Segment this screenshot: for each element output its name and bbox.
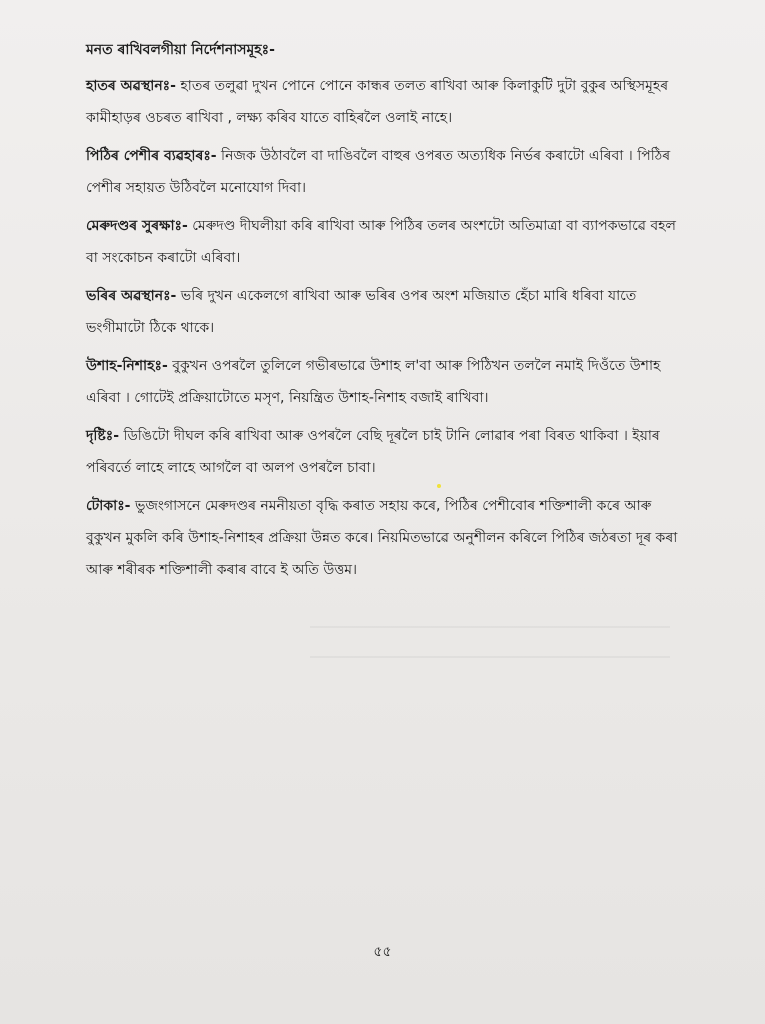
section-leg-position bbox=[86, 280, 686, 344]
section-text: হাতৰ তলুৱা দুখন পোনে পোনে কান্ধৰ তলত ৰাখিবা আৰু কিলাকুটি দুটা বুকুৰ অস্থিসমূহৰ কামীহাড়ৰ ওচৰত ৰাখিবা , লক্ষ্য কৰিব যাতে বাহিৰলৈ ওলাই নাহে। bbox=[86, 78, 669, 126]
section-label: টোকাঃ- bbox=[86, 498, 131, 514]
section-back-muscles bbox=[86, 140, 686, 204]
section-text: ভৰি দুখন একেলগে ৰাখিবা আৰু ভৰিৰ ওপৰ অংশ মজিয়াত হেঁচা মাৰি ধৰিবা যাতে ভংগীমাটো ঠিকে থাকে। bbox=[86, 288, 637, 336]
section-label: ভৰিৰ অৱস্থানঃ- bbox=[86, 288, 177, 304]
section-breathing bbox=[86, 350, 686, 414]
section-label: হাতৰ অৱস্থানঃ- bbox=[86, 78, 176, 94]
page-number: ৫৫ bbox=[373, 944, 392, 960]
section-label: উশাহ-নিশাহঃ- bbox=[86, 358, 168, 374]
section-text: ডিঙিটো দীঘল কৰি ৰাখিবা আৰু ওপৰলৈ বেছি দূৰলৈ চাই টানি লোৱাৰ পৰা বিৰত থাকিবা । ইয়াৰ পৰিবৰ্তে লাহে লাহে আগলৈ বা অলপ ওপৰলৈ চাবা। bbox=[86, 428, 660, 476]
section-text: নিজক উঠাবলৈ বা দাঙিবলৈ বাহুৰ ওপৰত অত্যধিক নিৰ্ভৰ কৰাটো এৰিবা । পিঠিৰ পেশীৰ সহায়ত উঠিবলৈ মনোযোগ দিবা। bbox=[86, 148, 671, 196]
section-text: মেৰুদণ্ড দীঘলীয়া কৰি ৰাখিবা আৰু পিঠিৰ তলৰ অংশটো অতিমাত্ৰা বা ব্যাপকভাৱে বহল বা সংকোচন কৰাটো এৰিবা। bbox=[86, 218, 676, 266]
section-label: মেৰুদণ্ডৰ সুৰক্ষাঃ- bbox=[86, 218, 188, 234]
section-text: বুকুখন ওপৰলৈ তুলিলে গভীৰভাৱে উশাহ ল'বা আৰু পিঠিখন তললৈ নমাই দিওঁতে উশাহ এৰিবা । গোটেই প্ৰক্ৰিয়াটোতে মসৃণ, নিয়ন্ত্ৰিত উশাহ-নিশাহ বজাই ৰাখিবা। bbox=[86, 358, 661, 406]
ink-speck bbox=[437, 484, 441, 488]
section-text: ভুজংগাসনে মেৰুদণ্ডৰ নমনীয়তা বৃদ্ধি কৰাত সহায় কৰে, পিঠিৰ পেশীবোৰ শক্তিশালী কৰে আৰু বুকুখন মুকলি কৰি উশাহ-নিশাহৰ প্ৰক্ৰিয়া উন্নত কৰে। নিয়মিতভাৱে অনুশীলন কৰিলে পিঠিৰ জঠৰতা দূৰ কৰা আৰু শৰীৰক শক্তিশালী কৰাৰ বাবে ই অতি উত্তম। bbox=[86, 498, 678, 578]
page-content bbox=[86, 40, 686, 592]
section-label: দৃষ্টিঃ- bbox=[86, 428, 120, 444]
page-heading: মনত ৰাখিবলগীয়া নিৰ্দেশনাসমূহঃ- bbox=[86, 42, 275, 58]
section-gaze bbox=[86, 420, 686, 484]
section-hand-position bbox=[86, 70, 686, 134]
section-spine-protection bbox=[86, 210, 686, 274]
section-note bbox=[86, 490, 686, 586]
bleed-through-text bbox=[310, 612, 670, 682]
section-label: পিঠিৰ পেশীৰ ব্যৱহাৰঃ- bbox=[86, 148, 217, 164]
